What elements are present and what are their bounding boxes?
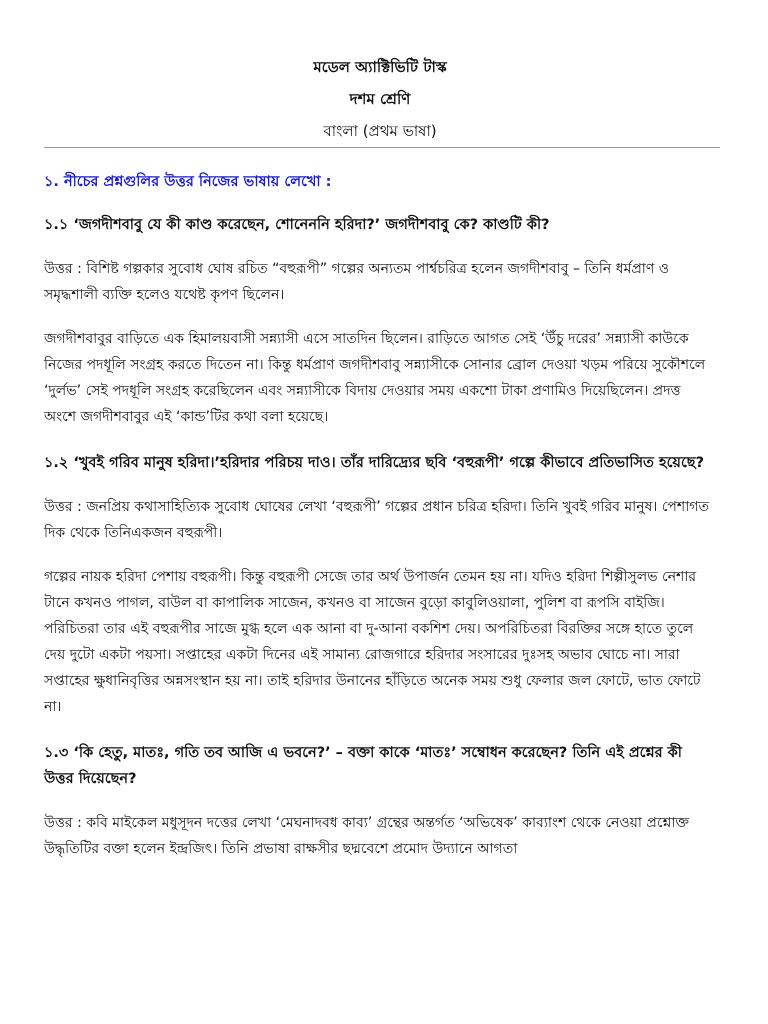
header-divider [44, 147, 720, 148]
question-block-1 [44, 212, 716, 430]
question-3: ১.৩ ‘কি হেতু, মাতঃ, গতি তব আজি এ ভবনে?’ – বক্তা কাকে ‘মাতঃ’ সম্বোধন করেছেন? তিনি এই প্রশ্নের কী উত্তর দিয়েছেন? [44, 745, 682, 787]
answer-paragraph: গল্পের নায়ক হরিদা পেশায় বহুরূপী। কিন্তু বহুরূপী সেজে তার অর্থ উপার্জন তেমন হয় না। যদিও হরিদা শিল্পীসুলভ নেশার টানে কখনও পাগল, বাউল বা কাপালিক সাজেন, কখনও বা সাজেন বুড়ো কাবুলিওয়ালা, পুলিশ বা রূপসি বাইজি। পরিচিতরা তার এই বহুরূপীর সাজে মুগ্ধ হলে এক আনা বা দু-আনা বকশিশ দেয়। অপরিচিতরা বিরক্তির সঙ্গে হাতে তুলে দেয় দুটো একটা পয়সা। সপ্তাহের একটা দিনের এই সামান্য রোজগারে হরিদার সংসারের দুঃসহ অভাব ঘোচে না। সারা সপ্তাহের ক্ষুধানিবৃত্তির অন্নসংস্থান হয় না। তাই হরিদার উনানের হাঁড়িতে অনেক সময় শুধু ফেলার জল ফোটে, ভাত ফোটে না। [44, 569, 701, 715]
instruction-heading: ১. নীচের প্রশ্নগুলির উত্তর নিজের ভাষায় লেখো : [44, 174, 332, 190]
subject-label: বাংলা (প্রথম ভাষা) [323, 122, 437, 140]
question-block-3 [44, 740, 716, 862]
document-header [44, 0, 716, 141]
document-title: মডেল অ্যাক্টিভিটি টাস্ক [313, 58, 447, 76]
answer-paragraph: উত্তর : কবি মাইকেল মধুসূদন দত্তের লেখা ‘মেঘনাদবধ কাব্য’ গ্রন্থের অন্তর্গত ‘অভিষেক’ কাব্যাংশ থেকে নেওয়া প্রশ্নোক্ত উদ্ধৃতিটির বক্তা হলেন ইন্দ্রজিৎ। তিনি প্রভাষা রাক্ষসীর ছদ্মবেশে প্রমোদ উদ্যানে আগতা [44, 815, 689, 857]
answer-paragraph: উত্তর : জনপ্রিয় কথাসাহিত্যিক সুবোধ ঘোষের লেখা ‘বহুরূপী’ গল্পের প্রধান চরিত্র হরিদা। তিনি খুবই গরিব মানুষ। পেশাগত দিক থেকে তিনিএকজন বহুরূপী। [44, 499, 709, 541]
question-2: ১.২ ‘খুবই গরিব মানুষ হরিদা।’হরিদার পরিচয় দাও। তাঁর দারিদ্র্যের ছবি ‘বহুরূপী’ গল্পে কীভাবে প্রতিভাসিত হয়েছে? [44, 455, 704, 471]
answer-paragraph: জগদীশবাবুর বাড়িতে এক হিমালয়বাসী সন্ন্যাসী এসে সাতদিন ছিলেন। রাড়িতে আগত সেই ‘উঁচু দরের’ সন্ন্যাসী কাউকে নিজের পদধূলি সংগ্রহ করতে দিতেন না। কিন্তু ধর্মপ্রাণ জগদীশবাবু সন্ন্যাসীকে সোনার ব্রোল দেওয়া খড়ম পরিয়ে সুকৌশলে ‘দুর্লভ’ সেই পদধূলি সংগ্রহ করেছিলেন এবং সন্ন্যাসীকে বিদায় দেওয়ার সময় একশো টাকা প্রণামিও দিয়েছিলেন। প্রদত্ত অংশে জগদীশবাবুর এই ‘কান্ড’টির কথা বলা হয়েছে। [44, 331, 706, 425]
class-label: দশম শ্রেণি [349, 90, 411, 108]
answer-paragraph: উত্তর : বিশিষ্ট গল্পকার সুবোধ ঘোষ রচিত “বহুরূপী” গল্পের অন্যতম পার্শ্বচরিত্র হলেন জগদীশবাবু – তিনি ধর্মপ্রাণ ও সমৃদ্ধশালী ব্যক্তি হলেও যথেষ্ট কৃপণ ছিলেন। [44, 261, 670, 303]
question-block-2 [44, 450, 716, 720]
question-1: ১.১ ‘জগদীশবাবু যে কী কাণ্ড করেছেন, শোনেননি হরিদা?’ জগদীশবাবু কে? কাণ্ডটি কী? [44, 217, 550, 233]
